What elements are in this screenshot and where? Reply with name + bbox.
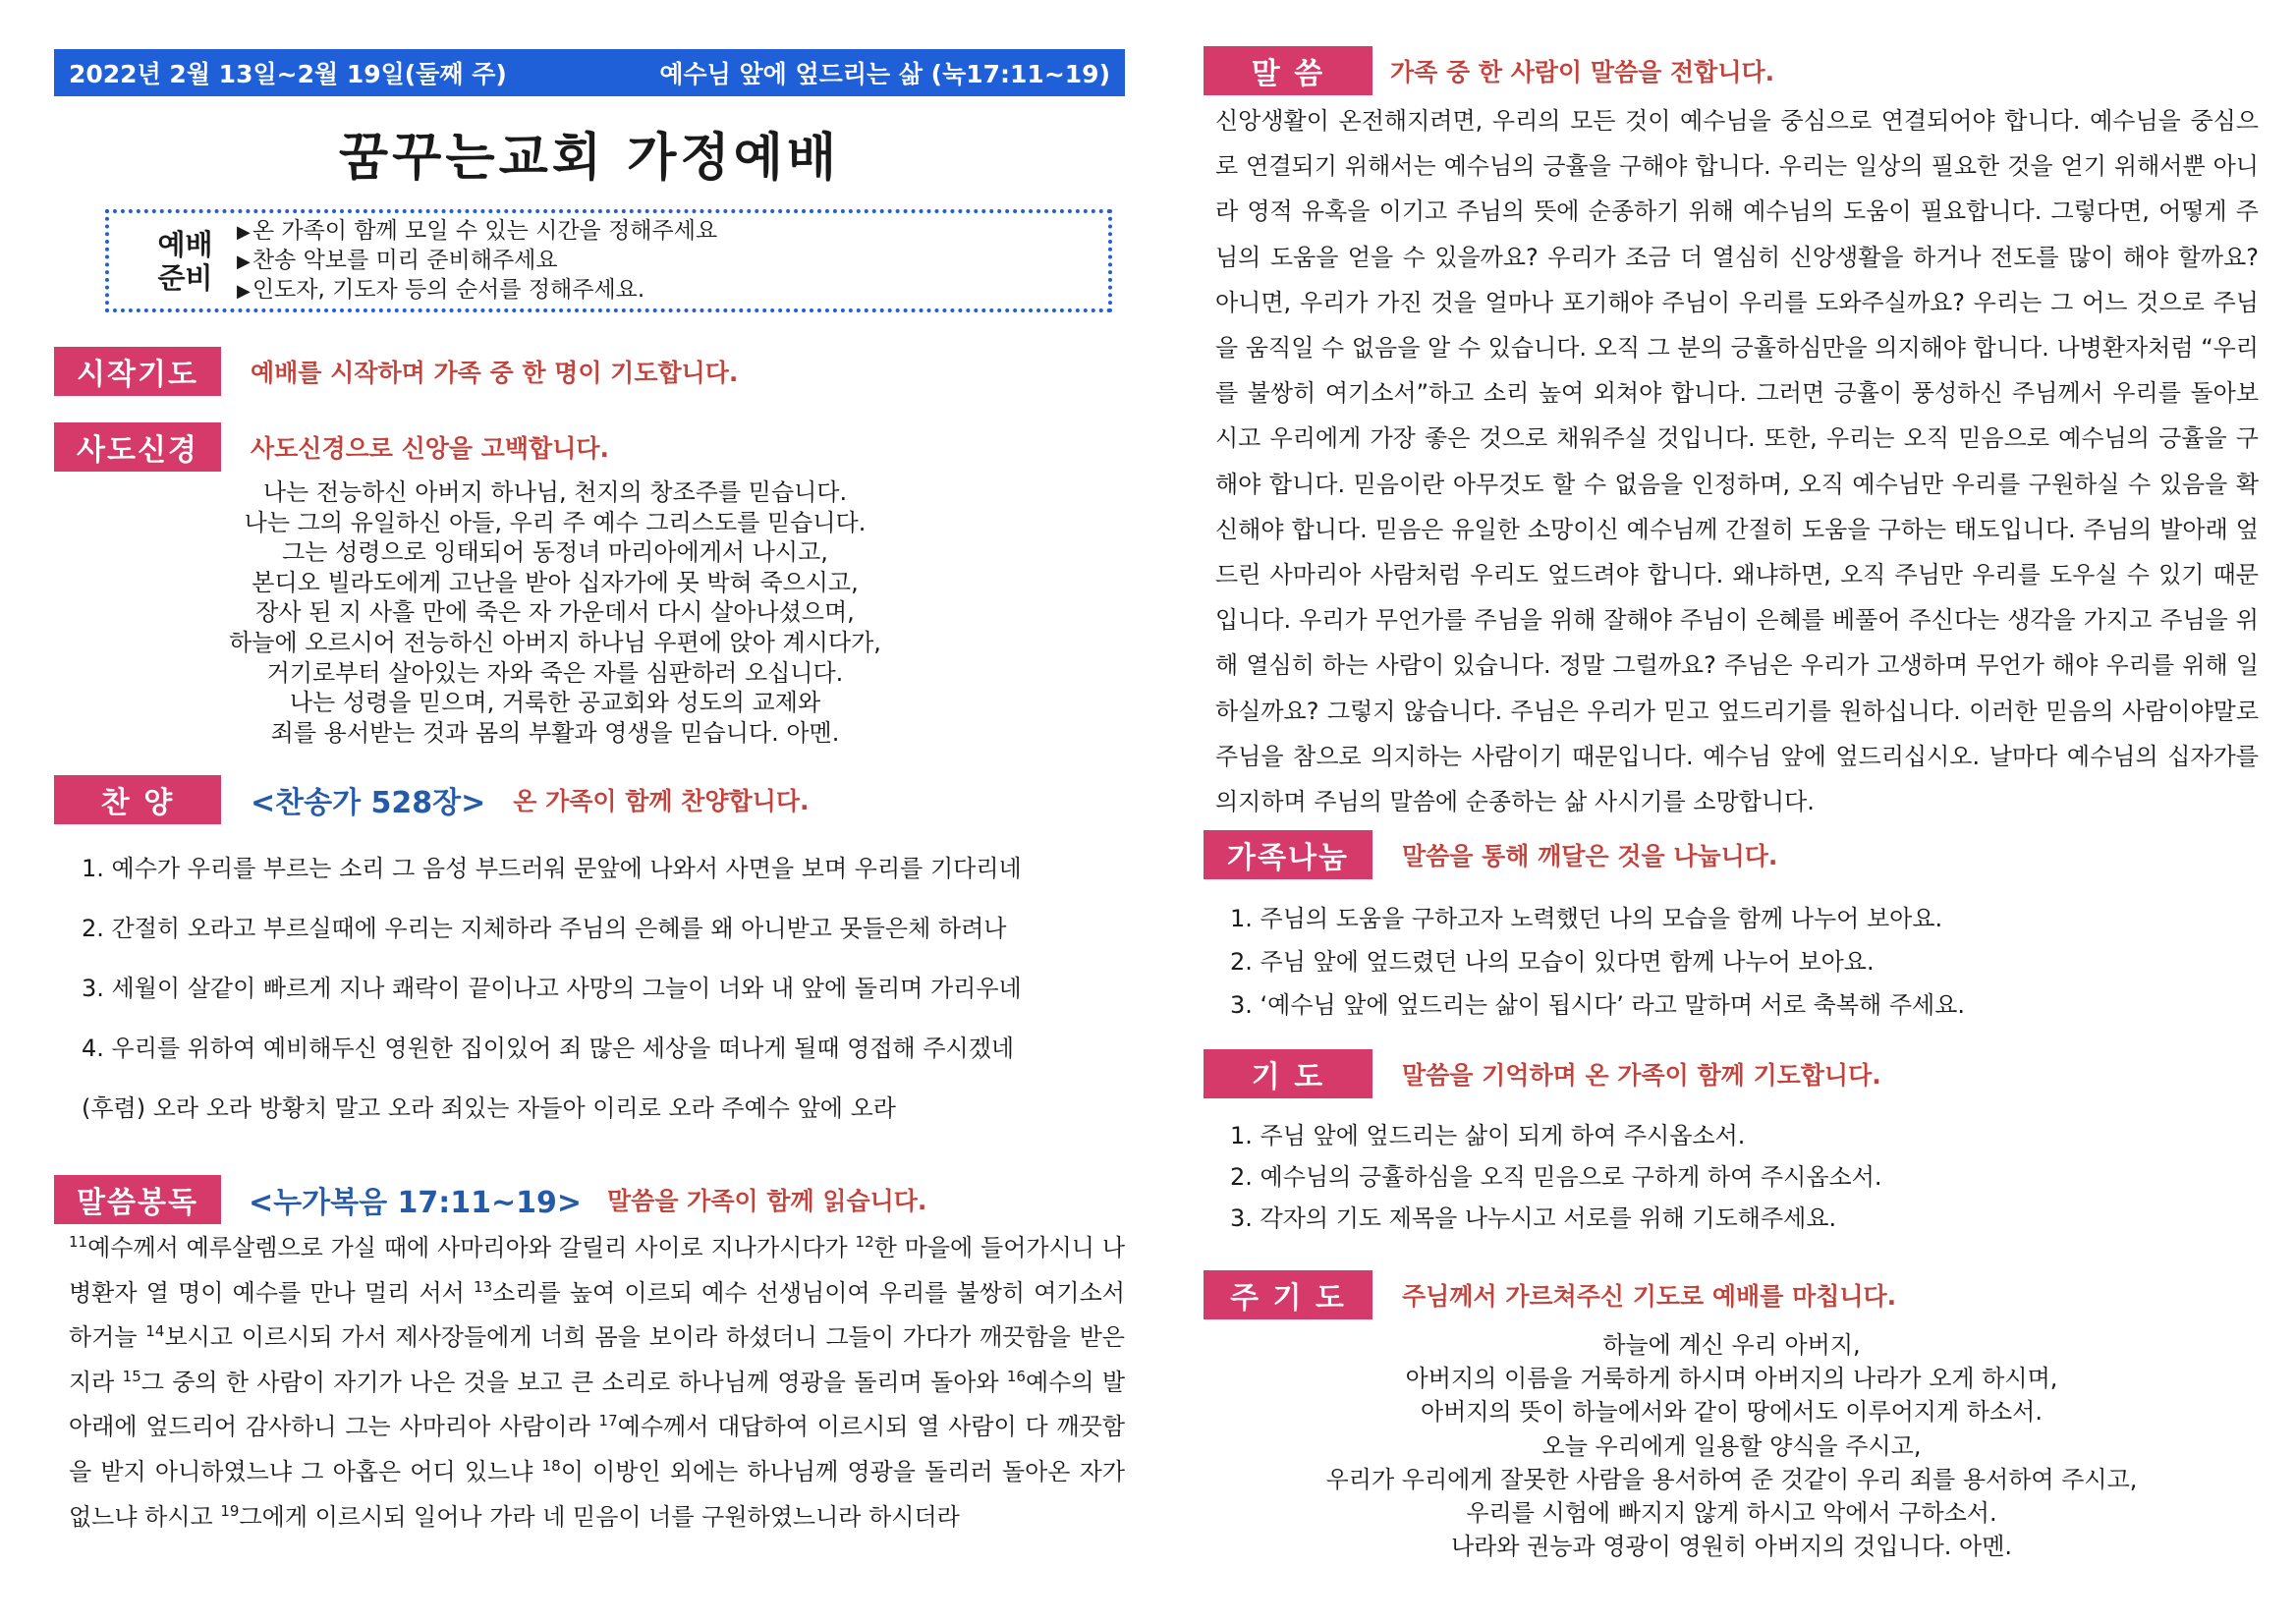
prayer-item: 3. 각자의 기도 제목을 나누시고 서로를 위해 기도해주세요. [1230, 1204, 1837, 1232]
prep-item: ▶ 인도자, 기도자 등의 순서를 정해주세요. [237, 276, 717, 306]
creed-badge: 사도신경 [54, 422, 221, 472]
section-praise [54, 775, 810, 824]
scripture-text: $^{11}$예수께서 예루살렘으로 가실 때에 사마리아와 갈릴리 사이로 지나가시다가 $^{12}$한 마을에 들어가시니 나병환자 열 명이 예수를 만나 멀리 서서 $^{13}$소리를 높여 이르되 예수 선생님이여 우리를 불쌍히 여기소서 하거늘 $^{14}$보시고 이르시되 가서 제사장들에게 너희 몸을 보이라 하셨더니 그들이 가다가 깨끗함을 받은지라 $^{15}$그 중의 한 사람이 자기가 나은 것을 보고 큰 소리로 하나님께 영광을 돌리며 돌아와 $^{16}$예수의 발 아래에 엎드리어 감사하니 그는 사마리아 사람이라 $^{17}$예수께서 대답하여 이르시되 열 사람이 다 깨끗함을 받지 아니하였느냐 그 아홉은 어디 있느냐 $^{18}$이 이방인 외에는 하나님께 영광을 돌리러 돌아온 자가 없느냐 하시고 $^{19}$그에게 이르시되 일어나 가라 네 믿음이 너를 구원하였느니라 하시더라 [69, 1233, 1126, 1531]
header-date: 2022년 2월 13일~2월 19일(둘째 주) [69, 60, 507, 88]
lords-prayer-line: 우리가 우리에게 잘못한 사람을 용서하여 준 것같이 우리 죄를 용서하여 주시고, [1325, 1465, 2138, 1493]
hymn-lyrics [82, 855, 1022, 1154]
prep-list [237, 217, 717, 306]
creed-line: 죄를 용서받는 것과 몸의 부활과 영생을 믿습니다. 아멘. [270, 718, 840, 747]
section-sermon [1204, 46, 1774, 95]
opening-prayer-badge: 시작기도 [54, 347, 221, 396]
hymn-verse: 2. 간절히 오라고 부르실때에 우리는 지체하라 주님의 은혜를 왜 아니받고 못들은체 하려나 [82, 915, 1007, 942]
prayer-badge: 기 도 [1204, 1049, 1372, 1098]
page-title: 꿈꾸는교회 가정예배 [338, 129, 841, 188]
lords-prayer-desc: 주님께서 가르쳐주신 기도로 예배를 마칩니다. [1402, 1282, 1897, 1311]
hymn-verse: 3. 세월이 살같이 빠르게 지나 쾌락이 끝이나고 사망의 그늘이 너와 내 앞에 돌리며 가리우네 [82, 975, 1022, 1002]
hymn-verse: 4. 우리를 위하여 예비해두신 영원한 집이있어 죄 많은 세상을 떠나게 될때 영접해 주시겠네 [82, 1035, 1015, 1062]
sharing-item: 3. ‘예수님 앞에 엎드리는 삶이 됩시다’ 라고 말하며 서로 축복해 주세요. [1230, 991, 1966, 1019]
sermon-desc: 가족 중 한 사람이 말씀을 전합니다. [1390, 58, 1775, 86]
creed-text [182, 477, 928, 748]
lords-prayer-line: 나라와 권능과 영광이 영원히 아버지의 것입니다. 아멘. [1450, 1533, 2013, 1561]
hymn-verse: 1. 예수가 우리를 부르는 소리 그 음성 부드러워 문앞에 나와서 사면을 보며 우리를 기다리네 [82, 855, 1022, 882]
sharing-list [1230, 897, 1965, 1027]
hymn-chorus: (후렴) 오라 오라 방황치 말고 오라 죄있는 자들아 이리로 오라 주예수 앞에 오라 [82, 1094, 896, 1122]
sermon-badge: 말 씀 [1204, 46, 1372, 95]
creed-line: 장사 된 지 사흘 만에 죽은 자 가운데서 다시 살아나셨으며, [255, 598, 855, 627]
prayer-list [1230, 1115, 1882, 1239]
creed-line: 나는 성령을 믿으며, 거룩한 공교회와 성도의 교제와 [289, 689, 821, 717]
header-bar [54, 49, 1125, 96]
prayer-desc: 말씀을 기억하며 온 가족이 함께 기도합니다. [1402, 1061, 1881, 1090]
opening-prayer-desc: 예배를 시작하며 가족 중 한 명이 기도합니다. [251, 359, 739, 387]
creed-line: 본디오 빌라도에게 고난을 받아 십자가에 못 박혀 죽으시고, [252, 568, 859, 596]
creed-line: 나는 전능하신 아버지 하나님, 천지의 창조주를 믿습니다. [262, 478, 848, 506]
section-creed [54, 422, 609, 472]
sermon-text: 신앙생활이 온전해지려면, 우리의 모든 것이 예수님을 중심으로 연결되어야 합니다. 예수님을 중심으로 연결되기 위해서는 예수님의 긍휼을 구해야 합니다. 우리는 일상의 필요한 것을 얻기 위해서뿐 아니라 영적 유혹을 이기고 주님의 뜻에 순종하기 위해 예수님의 도움이 필요합니다. 그렇다면, 어떻게 주님의 도움을 얻을 수 있을까요? 우리가 조금 더 열심히 신앙생활을 하거나 전도를 많이 해야 할까요? 아니면, 우리가 가진 것을 얼마나 포기해야 주님이 우리를 도와주실까요? 우리는 그 어느 것으로 주님을 움직일 수 없음을 알 수 있습니다. 오직 그 분의 긍휼하심만을 의지해야 합니다. 나병환자처럼 “우리를 불쌍히 여기소서”하고 소리 높여 외쳐야 합니다. 그러면 긍휼이 풍성하신 주님께서 우리를 돌아보시고 우리에게 가장 좋은 것으로 채워주실 것입니다. 또한, 우리는 오직 믿음으로 예수님의 긍휼을 구해야 합니다. 믿음이란 아무것도 할 수 없음을 인정하며, 오직 예수님만 우리를 구원하실 수 있음을 확신해야 합니다. 믿음은 유일한 소망이신 예수님께 간절히 도움을 구하는 태도입니다. 주님의 발아래 엎드린 사마리아 사람처럼 우리도 엎드려야 합니다. 왜냐하면, 오직 주님만 우리를 도우실 수 있기 때문입니다. 우리가 무언가를 주님을 위해 잘해야 주님이 은혜를 베풀어 주신다는 생각을 가지고 주님을 위해 열심히 하는 사람이 있습니다. 정말 그럴까요? 주님은 우리가 고생하며 무언가 해야 우리를 위해 일하실까요? 그렇지 않습니다. 주님은 우리가 믿고 엎드리기를 원하십니다. 이러한 믿음의 사람이야말로 주님을 참으로 의지하는 사람이기 때문입니다. 예수님 앞에 엎드리십시오. 날마다 예수님의 십자가를 의지하며 주님의 말씀에 순종하는 삶 사시기를 소망합니다. [1215, 107, 2259, 816]
lords-prayer-line: 아버지의 이름을 거룩하게 하시며 아버지의 나라가 오게 하시며, [1405, 1365, 2058, 1393]
praise-badge: 찬 양 [54, 775, 221, 824]
reading-ref: <누가복음 17:11~19> [249, 1186, 583, 1220]
lords-prayer-line: 오늘 우리에게 일용할 양식을 주시고, [1541, 1431, 1922, 1460]
sharing-desc: 말씀을 통해 깨달은 것을 나눕니다. [1402, 842, 1778, 870]
creed-desc: 사도신경으로 신앙을 고백합니다. [251, 434, 610, 463]
worship-prep-box [105, 209, 1112, 312]
praise-ref: <찬송가 528장> [251, 786, 486, 820]
reading-desc: 말씀을 가족이 함께 읽습니다. [607, 1187, 927, 1215]
section-reading [54, 1175, 926, 1224]
creed-line: 나는 그의 유일하신 아들, 우리 주 예수 그리스도를 믿습니다. [244, 508, 867, 536]
prep-title: 예배 준비 [157, 227, 213, 295]
lords-prayer-line: 하늘에 계신 우리 아버지, [1602, 1331, 1861, 1359]
praise-desc: 온 가족이 함께 찬양합니다. [513, 787, 810, 815]
section-opening-prayer [54, 347, 738, 396]
lords-prayer-badge: 주 기 도 [1204, 1270, 1372, 1319]
lords-prayer-line: 우리를 시험에 빠지지 않게 하시고 악에서 구하소서. [1466, 1499, 1997, 1528]
sharing-item: 1. 주님의 도움을 구하고자 노력했던 나의 모습을 함께 나누어 보아요. [1230, 905, 1943, 932]
section-sharing [1204, 830, 1777, 879]
section-lords-prayer [1204, 1270, 1896, 1319]
sharing-badge: 가족나눔 [1204, 830, 1372, 879]
prep-item: ▶ 찬송 악보를 미리 준비해주세요 [237, 247, 717, 276]
lords-prayer-line: 아버지의 뜻이 하늘에서와 같이 땅에서도 이루어지게 하소서. [1420, 1398, 2043, 1427]
creed-line: 하늘에 오르시어 전능하신 아버지 하나님 우편에 앉아 계시다가, [229, 628, 881, 656]
prayer-item: 2. 예수님의 긍휼하심을 오직 믿음으로 구하게 하여 주시옵소서. [1230, 1163, 1882, 1191]
header-theme: 예수님 앞에 엎드리는 삶 (눅17:11~19) [659, 60, 1110, 88]
reading-badge: 말씀봉독 [54, 1175, 221, 1224]
prep-item: ▶ 온 가족이 함께 모일 수 있는 시간을 정해주세요 [237, 217, 717, 247]
creed-line: 그는 성령으로 잉태되어 동정녀 마리아에게서 나시고, [282, 538, 828, 567]
prayer-item: 1. 주님 앞에 엎드리는 삶이 되게 하여 주시옵소서. [1230, 1122, 1746, 1149]
section-prayer [1204, 1049, 1881, 1098]
sharing-item: 2. 주님 앞에 엎드렸던 나의 모습이 있다면 함께 나누어 보아요. [1230, 948, 1875, 976]
creed-line: 거기로부터 살아있는 자와 죽은 자를 심판하러 오십니다. [266, 658, 844, 687]
lords-prayer-text [1204, 1328, 2260, 1563]
